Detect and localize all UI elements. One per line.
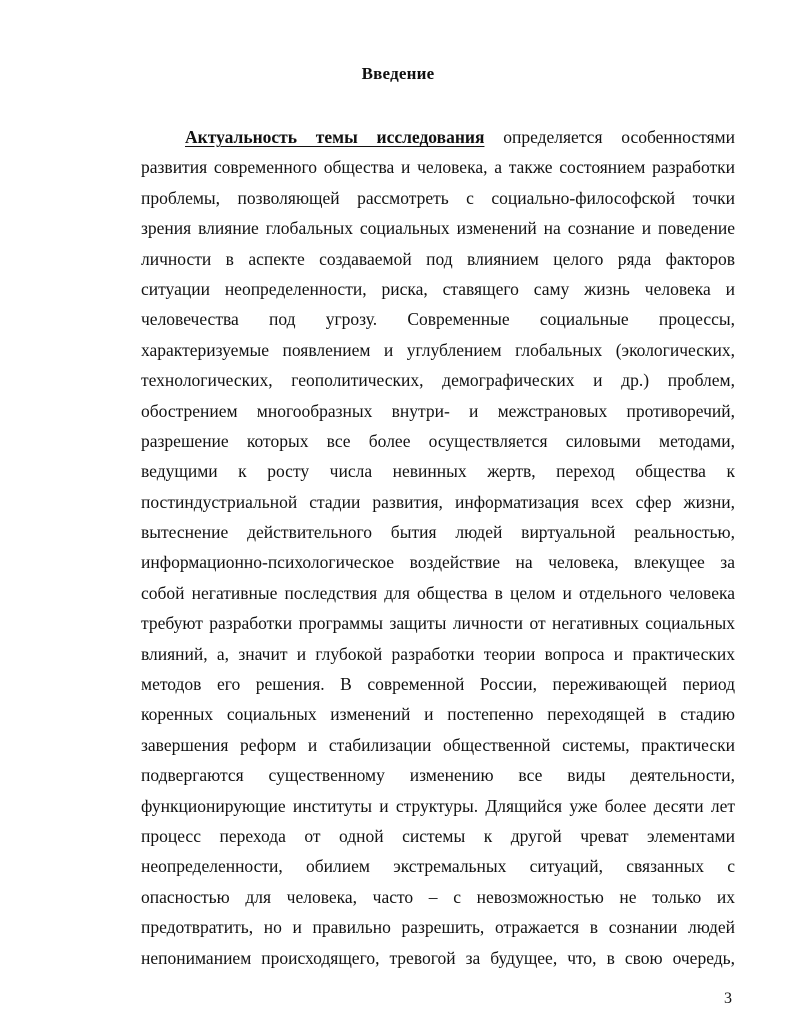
page-number: 3 xyxy=(724,990,732,1007)
paragraph-line: проблемы, позволяющей рассмотреть с социально-философской точки xyxy=(141,187,735,208)
paragraph-line: технологических, геополитических, демографических и др.) проблем, xyxy=(141,370,735,391)
paragraph-line: характеризуемые появлением и углублением глобальных (экологических, xyxy=(141,339,735,360)
paragraph-line: подвергаются существенному изменению все виды деятельности, xyxy=(141,765,735,786)
body-paragraph xyxy=(141,122,735,973)
paragraph-line: личности в аспекте создаваемой под влиянием целого ряда факторов xyxy=(141,248,735,269)
paragraph-line: непониманием происходящего, тревогой за будущее, что, в свою очередь, xyxy=(141,947,735,968)
paragraph-line: коренных социальных изменений и постепенно переходящей в стадию xyxy=(141,704,735,725)
paragraph-first-line xyxy=(141,122,735,152)
paragraph-line: информационно-психологическое воздействие на человека, влекущее за xyxy=(141,552,735,573)
paragraph-line: обострением многообразных внутри- и межстрановых противоречий, xyxy=(141,400,735,421)
paragraph-line: постиндустриальной стадии развития, информатизация всех сфер жизни, xyxy=(141,491,735,512)
paragraph-line: процесс перехода от одной системы к другой чреват элементами xyxy=(141,825,735,846)
paragraph-line: развития современного общества и человека, а также состоянием разработки xyxy=(141,157,735,178)
paragraph-line: влияний, а, значит и глубокой разработки теории вопроса и практических xyxy=(141,643,735,664)
paragraph-line: функционирующие институты и структуры. Длящийся уже более десяти лет xyxy=(141,795,735,816)
paragraph-line: требуют разработки программы защиты личности от негативных социальных xyxy=(141,613,735,634)
section-title: Введение xyxy=(361,64,435,83)
paragraph-line: вытеснение действительного бытия людей виртуальной реальностью, xyxy=(141,522,735,543)
paragraph-line: ситуации неопределенности, риска, ставящего саму жизнь человека и xyxy=(141,278,735,299)
first-line-rest: определяется особенностями xyxy=(484,127,735,147)
paragraph-line: завершения реформ и стабилизации общественной системы, практически xyxy=(141,734,735,755)
paragraph-line: неопределенности, обилием экстремальных ситуаций, связанных с xyxy=(141,856,735,877)
paragraph-line: методов его решения. В современной России, переживающей период xyxy=(141,674,735,695)
lead-term: Актуальность темы исследования xyxy=(185,127,485,147)
paragraph-line: ведущими к росту числа невинных жертв, переход общества к xyxy=(141,461,735,482)
paragraph-line: человечества под угрозу. Современные социальные процессы, xyxy=(141,309,735,330)
paragraph-line: зрения влияние глобальных социальных изменений на сознание и поведение xyxy=(141,218,735,239)
paragraph-line: предотвратить, но и правильно разрешить, отражается в сознании людей xyxy=(141,917,735,938)
paragraph-line: разрешение которых все более осуществляется силовыми методами, xyxy=(141,430,735,451)
paragraph-line: собой негативные последствия для общества в целом и отдельного человека xyxy=(141,582,735,603)
paragraph-line: опасностью для человека, часто – с невозможностью не только их xyxy=(141,886,735,907)
